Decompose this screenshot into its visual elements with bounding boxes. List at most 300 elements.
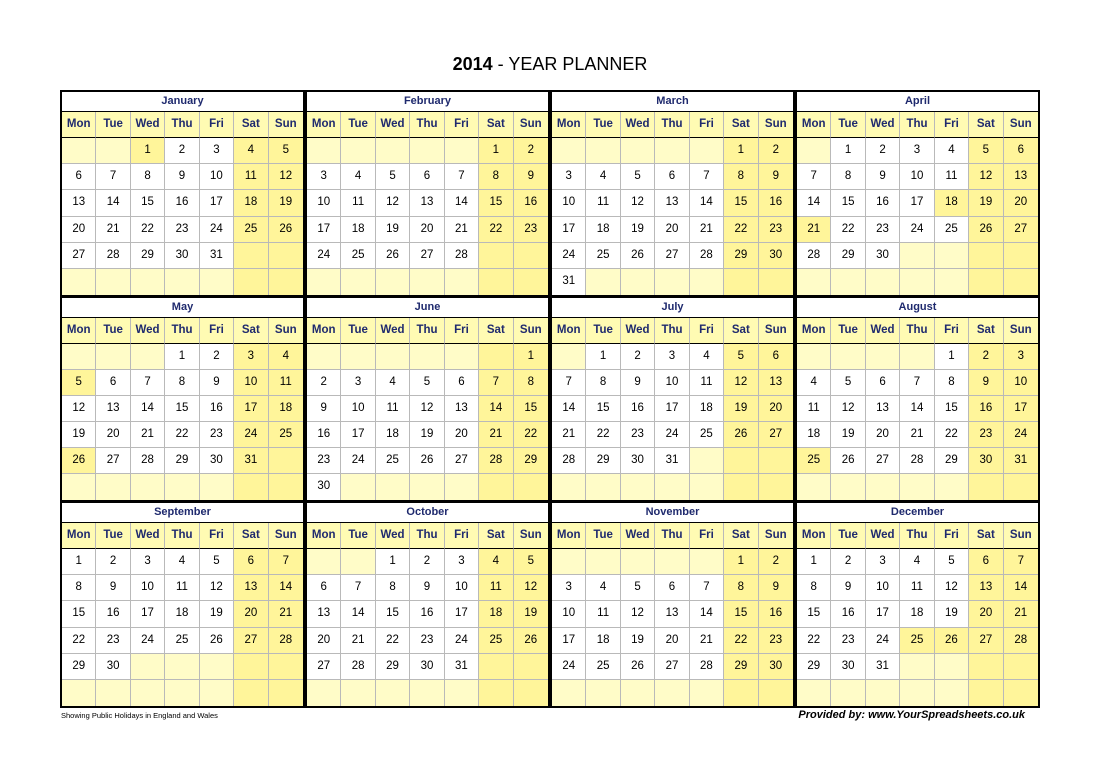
weekday-header: Mon bbox=[552, 112, 586, 138]
empty-cell bbox=[655, 549, 689, 575]
day-cell: 10 bbox=[552, 190, 586, 216]
day-cell: 8 bbox=[724, 164, 758, 190]
day-cell: 15 bbox=[797, 601, 831, 627]
day-cell: 22 bbox=[724, 628, 758, 654]
day-cell: 12 bbox=[62, 396, 96, 422]
day-cell: 28 bbox=[131, 448, 165, 474]
month-name: December bbox=[797, 503, 1038, 523]
day-cell: 1 bbox=[479, 138, 513, 164]
day-cell: 5 bbox=[724, 344, 758, 370]
day-cell: 15 bbox=[724, 190, 758, 216]
day-cell: 8 bbox=[935, 370, 969, 396]
day-cell: 10 bbox=[1004, 370, 1038, 396]
day-cell: 23 bbox=[410, 628, 444, 654]
weekday-header: Fri bbox=[200, 112, 234, 138]
provider-credit: Provided by: www.YourSpreadsheets.co.uk bbox=[798, 709, 1025, 721]
empty-cell bbox=[935, 680, 969, 706]
day-cell: 28 bbox=[479, 448, 513, 474]
day-cell: 4 bbox=[690, 344, 724, 370]
day-cell: 4 bbox=[797, 370, 831, 396]
day-cell: 16 bbox=[96, 601, 130, 627]
empty-cell bbox=[690, 269, 724, 295]
day-cell: 3 bbox=[445, 549, 479, 575]
day-cell: 27 bbox=[1004, 217, 1038, 243]
weekday-header: Fri bbox=[445, 112, 479, 138]
day-cell: 1 bbox=[586, 344, 620, 370]
day-cell: 26 bbox=[376, 243, 410, 269]
empty-cell bbox=[376, 344, 410, 370]
day-cell: 16 bbox=[200, 396, 234, 422]
day-cell: 25 bbox=[586, 654, 620, 680]
weekday-header: Mon bbox=[552, 318, 586, 344]
empty-cell bbox=[621, 680, 655, 706]
empty-cell bbox=[1004, 474, 1038, 500]
empty-cell bbox=[165, 269, 199, 295]
empty-cell bbox=[96, 138, 130, 164]
weekday-header: Wed bbox=[376, 318, 410, 344]
day-cell: 12 bbox=[621, 601, 655, 627]
weekday-header: Mon bbox=[552, 523, 586, 549]
empty-cell bbox=[445, 680, 479, 706]
empty-cell bbox=[376, 269, 410, 295]
day-cell: 26 bbox=[621, 243, 655, 269]
month-name: August bbox=[797, 298, 1038, 318]
day-cell: 6 bbox=[1004, 138, 1038, 164]
weekday-header: Sun bbox=[759, 112, 793, 138]
empty-cell bbox=[200, 474, 234, 500]
day-cell: 4 bbox=[900, 549, 934, 575]
day-cell: 14 bbox=[445, 190, 479, 216]
day-cell: 19 bbox=[724, 396, 758, 422]
empty-cell bbox=[131, 680, 165, 706]
empty-cell bbox=[900, 474, 934, 500]
day-cell: 19 bbox=[200, 601, 234, 627]
empty-cell bbox=[900, 654, 934, 680]
day-cell: 19 bbox=[269, 190, 303, 216]
day-cell: 11 bbox=[269, 370, 303, 396]
title-text: - YEAR PLANNER bbox=[492, 54, 648, 74]
weekday-header: Sat bbox=[234, 523, 268, 549]
empty-cell bbox=[586, 138, 620, 164]
day-cell: 11 bbox=[341, 190, 375, 216]
day-cell: 27 bbox=[307, 654, 341, 680]
day-cell: 3 bbox=[1004, 344, 1038, 370]
day-cell: 9 bbox=[165, 164, 199, 190]
day-cell: 31 bbox=[866, 654, 900, 680]
weekday-header: Tue bbox=[96, 112, 130, 138]
day-cell: 16 bbox=[866, 190, 900, 216]
weekday-header: Mon bbox=[797, 523, 831, 549]
day-cell: 6 bbox=[307, 575, 341, 601]
day-cell: 1 bbox=[62, 549, 96, 575]
weekday-header: Mon bbox=[62, 523, 96, 549]
day-cell: 23 bbox=[96, 628, 130, 654]
day-cell: 7 bbox=[96, 164, 130, 190]
weekday-header: Fri bbox=[690, 523, 724, 549]
day-cell: 28 bbox=[341, 654, 375, 680]
day-cell: 8 bbox=[62, 575, 96, 601]
day-cell: 27 bbox=[96, 448, 130, 474]
weekday-header: Wed bbox=[131, 112, 165, 138]
day-cell: 21 bbox=[131, 422, 165, 448]
day-cell: 22 bbox=[831, 217, 865, 243]
day-cell: 25 bbox=[234, 217, 268, 243]
day-cell: 12 bbox=[410, 396, 444, 422]
day-cell: 29 bbox=[724, 654, 758, 680]
weekday-header: Tue bbox=[341, 318, 375, 344]
weekday-header: Thu bbox=[410, 523, 444, 549]
empty-cell bbox=[514, 243, 548, 269]
day-cell: 16 bbox=[759, 601, 793, 627]
day-cell: 28 bbox=[690, 654, 724, 680]
empty-cell bbox=[655, 680, 689, 706]
day-cell: 9 bbox=[96, 575, 130, 601]
weekday-header: Fri bbox=[445, 523, 479, 549]
day-cell: 18 bbox=[479, 601, 513, 627]
day-cell: 12 bbox=[200, 575, 234, 601]
day-cell: 25 bbox=[479, 628, 513, 654]
day-cell: 29 bbox=[62, 654, 96, 680]
year-planner-grid bbox=[60, 90, 1040, 707]
day-cell: 19 bbox=[376, 217, 410, 243]
month-september bbox=[60, 501, 305, 708]
weekday-header: Fri bbox=[690, 112, 724, 138]
day-cell: 15 bbox=[165, 396, 199, 422]
day-cell: 13 bbox=[445, 396, 479, 422]
day-cell: 16 bbox=[621, 396, 655, 422]
empty-cell bbox=[376, 474, 410, 500]
day-cell: 21 bbox=[552, 422, 586, 448]
empty-cell bbox=[479, 474, 513, 500]
day-cell: 1 bbox=[376, 549, 410, 575]
day-cell: 2 bbox=[514, 138, 548, 164]
weekday-header: Wed bbox=[376, 112, 410, 138]
day-cell: 23 bbox=[165, 217, 199, 243]
day-cell: 27 bbox=[655, 654, 689, 680]
month-november bbox=[550, 501, 795, 708]
weekday-header: Tue bbox=[341, 523, 375, 549]
day-cell: 5 bbox=[969, 138, 1003, 164]
month-july bbox=[550, 296, 795, 502]
day-cell: 20 bbox=[1004, 190, 1038, 216]
weekday-header: Sun bbox=[1004, 523, 1038, 549]
empty-cell bbox=[445, 269, 479, 295]
weekday-header: Wed bbox=[866, 523, 900, 549]
day-cell: 27 bbox=[410, 243, 444, 269]
day-cell: 20 bbox=[410, 217, 444, 243]
empty-cell bbox=[900, 344, 934, 370]
empty-cell bbox=[307, 138, 341, 164]
day-cell: 25 bbox=[690, 422, 724, 448]
day-cell: 19 bbox=[831, 422, 865, 448]
day-cell: 23 bbox=[514, 217, 548, 243]
empty-cell bbox=[341, 138, 375, 164]
day-cell: 2 bbox=[759, 138, 793, 164]
day-cell: 16 bbox=[514, 190, 548, 216]
empty-cell bbox=[514, 474, 548, 500]
day-cell: 20 bbox=[307, 628, 341, 654]
weekday-header: Wed bbox=[131, 523, 165, 549]
day-cell: 5 bbox=[376, 164, 410, 190]
empty-cell bbox=[900, 269, 934, 295]
day-cell: 13 bbox=[410, 190, 444, 216]
day-cell: 21 bbox=[479, 422, 513, 448]
empty-cell bbox=[307, 269, 341, 295]
day-cell: 30 bbox=[96, 654, 130, 680]
empty-cell bbox=[479, 654, 513, 680]
day-cell: 3 bbox=[307, 164, 341, 190]
empty-cell bbox=[479, 243, 513, 269]
day-cell: 10 bbox=[131, 575, 165, 601]
day-cell: 28 bbox=[552, 448, 586, 474]
day-cell: 14 bbox=[797, 190, 831, 216]
empty-cell bbox=[96, 680, 130, 706]
day-cell: 21 bbox=[797, 217, 831, 243]
weekday-header: Sat bbox=[969, 523, 1003, 549]
day-cell: 15 bbox=[376, 601, 410, 627]
empty-cell bbox=[655, 269, 689, 295]
month-may bbox=[60, 296, 305, 502]
day-cell: 10 bbox=[307, 190, 341, 216]
weekday-header: Thu bbox=[410, 112, 444, 138]
day-cell: 27 bbox=[969, 628, 1003, 654]
day-cell: 2 bbox=[200, 344, 234, 370]
weekday-header: Fri bbox=[200, 523, 234, 549]
day-cell: 8 bbox=[586, 370, 620, 396]
weekday-header: Fri bbox=[935, 523, 969, 549]
empty-cell bbox=[797, 344, 831, 370]
day-cell: 6 bbox=[410, 164, 444, 190]
day-cell: 7 bbox=[341, 575, 375, 601]
empty-cell bbox=[410, 138, 444, 164]
month-august bbox=[795, 296, 1040, 502]
day-cell: 29 bbox=[514, 448, 548, 474]
empty-cell bbox=[165, 680, 199, 706]
empty-cell bbox=[797, 680, 831, 706]
day-cell: 2 bbox=[759, 549, 793, 575]
day-cell: 16 bbox=[410, 601, 444, 627]
empty-cell bbox=[969, 474, 1003, 500]
day-cell: 3 bbox=[552, 575, 586, 601]
day-cell: 17 bbox=[552, 217, 586, 243]
empty-cell bbox=[200, 680, 234, 706]
day-cell: 26 bbox=[514, 628, 548, 654]
empty-cell bbox=[269, 243, 303, 269]
day-cell: 2 bbox=[96, 549, 130, 575]
empty-cell bbox=[866, 269, 900, 295]
day-cell: 21 bbox=[341, 628, 375, 654]
day-cell: 15 bbox=[131, 190, 165, 216]
day-cell: 28 bbox=[96, 243, 130, 269]
day-cell: 13 bbox=[62, 190, 96, 216]
weekday-header: Sun bbox=[514, 523, 548, 549]
empty-cell bbox=[969, 269, 1003, 295]
day-cell: 16 bbox=[307, 422, 341, 448]
day-cell: 3 bbox=[131, 549, 165, 575]
weekday-header: Thu bbox=[900, 523, 934, 549]
empty-cell bbox=[410, 344, 444, 370]
empty-cell bbox=[586, 269, 620, 295]
empty-cell bbox=[831, 344, 865, 370]
weekday-header: Thu bbox=[165, 523, 199, 549]
day-cell: 1 bbox=[797, 549, 831, 575]
weekday-header: Thu bbox=[655, 318, 689, 344]
day-cell: 13 bbox=[307, 601, 341, 627]
day-cell: 1 bbox=[831, 138, 865, 164]
empty-cell bbox=[62, 474, 96, 500]
day-cell: 16 bbox=[831, 601, 865, 627]
empty-cell bbox=[307, 680, 341, 706]
day-cell: 14 bbox=[690, 190, 724, 216]
day-cell: 29 bbox=[586, 448, 620, 474]
empty-cell bbox=[131, 269, 165, 295]
day-cell: 3 bbox=[655, 344, 689, 370]
day-cell: 25 bbox=[797, 448, 831, 474]
month-name: January bbox=[62, 92, 303, 112]
day-cell: 7 bbox=[445, 164, 479, 190]
day-cell: 31 bbox=[552, 269, 586, 295]
empty-cell bbox=[269, 269, 303, 295]
title-year: 2014 bbox=[452, 54, 493, 74]
empty-cell bbox=[724, 269, 758, 295]
day-cell: 23 bbox=[759, 628, 793, 654]
weekday-header: Sun bbox=[1004, 318, 1038, 344]
day-cell: 7 bbox=[479, 370, 513, 396]
weekday-header: Fri bbox=[690, 318, 724, 344]
weekday-header: Wed bbox=[376, 523, 410, 549]
day-cell: 4 bbox=[165, 549, 199, 575]
day-cell: 22 bbox=[514, 422, 548, 448]
day-cell: 24 bbox=[900, 217, 934, 243]
day-cell: 20 bbox=[655, 628, 689, 654]
weekday-header: Sat bbox=[724, 318, 758, 344]
weekday-header: Sat bbox=[234, 112, 268, 138]
day-cell: 29 bbox=[935, 448, 969, 474]
month-name: April bbox=[797, 92, 1038, 112]
day-cell: 14 bbox=[690, 601, 724, 627]
weekday-header: Mon bbox=[62, 318, 96, 344]
day-cell: 4 bbox=[586, 164, 620, 190]
day-cell: 20 bbox=[62, 217, 96, 243]
day-cell: 2 bbox=[410, 549, 444, 575]
day-cell: 22 bbox=[797, 628, 831, 654]
day-cell: 30 bbox=[307, 474, 341, 500]
empty-cell bbox=[234, 654, 268, 680]
day-cell: 6 bbox=[234, 549, 268, 575]
empty-cell bbox=[866, 474, 900, 500]
day-cell: 15 bbox=[479, 190, 513, 216]
day-cell: 21 bbox=[690, 217, 724, 243]
day-cell: 21 bbox=[96, 217, 130, 243]
day-cell: 9 bbox=[410, 575, 444, 601]
empty-cell bbox=[831, 680, 865, 706]
month-name: September bbox=[62, 503, 303, 523]
day-cell: 12 bbox=[969, 164, 1003, 190]
day-cell: 8 bbox=[165, 370, 199, 396]
empty-cell bbox=[935, 474, 969, 500]
weekday-header: Tue bbox=[831, 523, 865, 549]
empty-cell bbox=[376, 138, 410, 164]
day-cell: 7 bbox=[690, 164, 724, 190]
day-cell: 10 bbox=[341, 396, 375, 422]
day-cell: 15 bbox=[724, 601, 758, 627]
weekday-header: Thu bbox=[900, 318, 934, 344]
day-cell: 22 bbox=[935, 422, 969, 448]
weekday-header: Thu bbox=[655, 523, 689, 549]
empty-cell bbox=[514, 680, 548, 706]
day-cell: 8 bbox=[131, 164, 165, 190]
empty-cell bbox=[655, 138, 689, 164]
empty-cell bbox=[935, 269, 969, 295]
day-cell: 19 bbox=[410, 422, 444, 448]
weekday-header: Sat bbox=[724, 523, 758, 549]
weekday-header: Wed bbox=[131, 318, 165, 344]
empty-cell bbox=[759, 269, 793, 295]
day-cell: 15 bbox=[514, 396, 548, 422]
day-cell: 24 bbox=[200, 217, 234, 243]
day-cell: 23 bbox=[307, 448, 341, 474]
month-february bbox=[305, 90, 550, 297]
day-cell: 14 bbox=[269, 575, 303, 601]
day-cell: 18 bbox=[900, 601, 934, 627]
empty-cell bbox=[131, 474, 165, 500]
empty-cell bbox=[96, 474, 130, 500]
weekday-header: Tue bbox=[831, 112, 865, 138]
day-cell: 18 bbox=[935, 190, 969, 216]
month-october bbox=[305, 501, 550, 708]
empty-cell bbox=[341, 269, 375, 295]
day-cell: 20 bbox=[655, 217, 689, 243]
day-cell: 27 bbox=[234, 628, 268, 654]
day-cell: 30 bbox=[200, 448, 234, 474]
day-cell: 28 bbox=[445, 243, 479, 269]
day-cell: 8 bbox=[831, 164, 865, 190]
day-cell: 23 bbox=[621, 422, 655, 448]
day-cell: 4 bbox=[234, 138, 268, 164]
day-cell: 3 bbox=[552, 164, 586, 190]
day-cell: 14 bbox=[552, 396, 586, 422]
day-cell: 20 bbox=[234, 601, 268, 627]
empty-cell bbox=[234, 243, 268, 269]
day-cell: 3 bbox=[866, 549, 900, 575]
weekday-header: Sun bbox=[759, 318, 793, 344]
day-cell: 30 bbox=[759, 654, 793, 680]
day-cell: 30 bbox=[165, 243, 199, 269]
day-cell: 17 bbox=[552, 628, 586, 654]
day-cell: 4 bbox=[586, 575, 620, 601]
day-cell: 20 bbox=[96, 422, 130, 448]
holidays-note: Showing Public Holidays in England and Wales bbox=[61, 711, 218, 720]
empty-cell bbox=[131, 654, 165, 680]
empty-cell bbox=[797, 474, 831, 500]
empty-cell bbox=[621, 138, 655, 164]
day-cell: 11 bbox=[690, 370, 724, 396]
day-cell: 18 bbox=[376, 422, 410, 448]
day-cell: 11 bbox=[586, 601, 620, 627]
day-cell: 28 bbox=[1004, 628, 1038, 654]
empty-cell bbox=[969, 680, 1003, 706]
day-cell: 29 bbox=[831, 243, 865, 269]
day-cell: 3 bbox=[234, 344, 268, 370]
day-cell: 11 bbox=[797, 396, 831, 422]
month-june bbox=[305, 296, 550, 502]
empty-cell bbox=[552, 680, 586, 706]
day-cell: 17 bbox=[900, 190, 934, 216]
day-cell: 22 bbox=[479, 217, 513, 243]
empty-cell bbox=[341, 344, 375, 370]
empty-cell bbox=[410, 474, 444, 500]
weekday-header: Sat bbox=[724, 112, 758, 138]
